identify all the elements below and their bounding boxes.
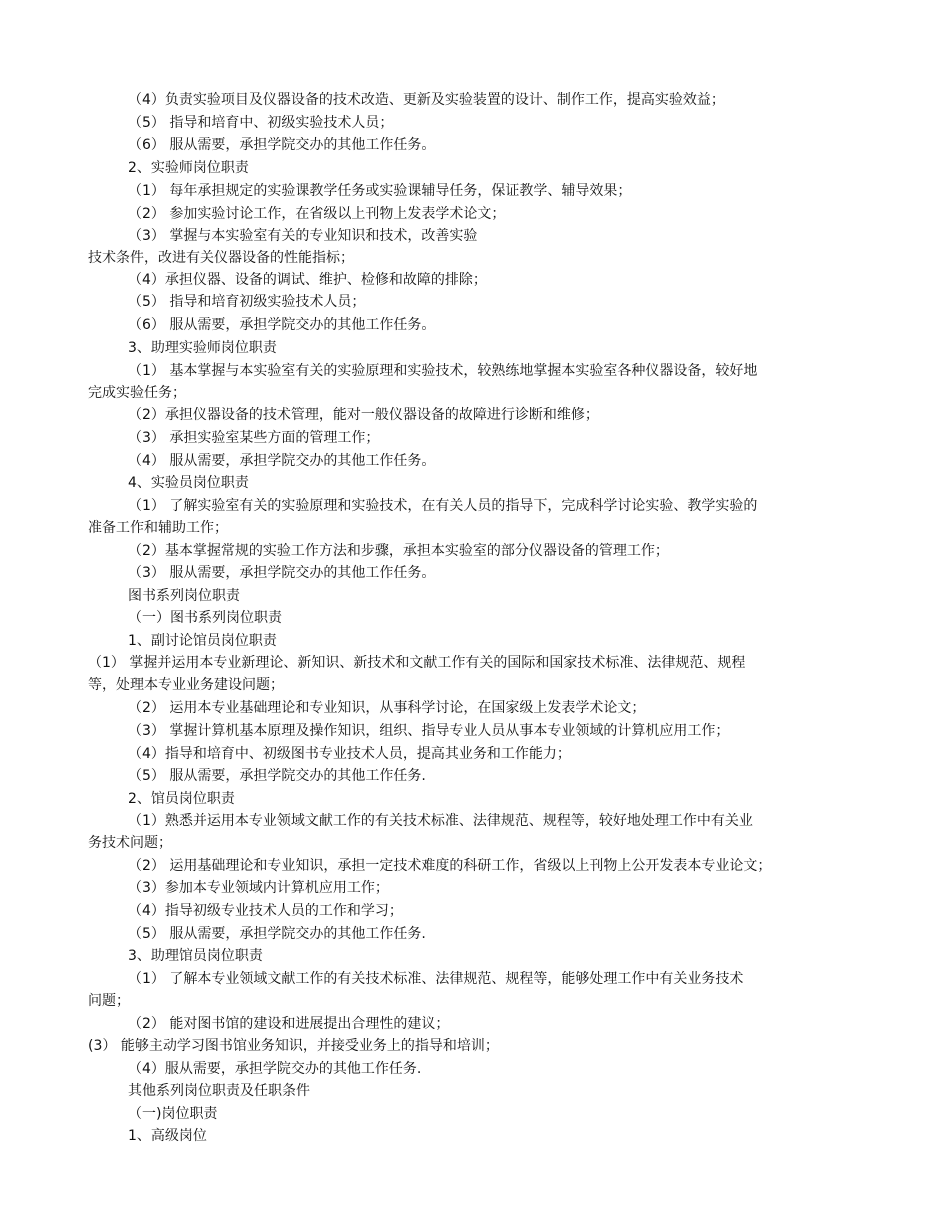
text-line: （2）基本掌握常规的实验工作方法和步骤，承担本实验室的部分仪器设备的管理工作； — [128, 543, 669, 559]
text-line: （3） 掌握与本实验室有关的专业知识和技术，改善实验 — [128, 228, 478, 244]
section-heading: 4、实验员岗位职责 — [128, 475, 249, 491]
text-line: （2） 能对图书馆的建设和进展提出合理性的建议； — [128, 1016, 450, 1032]
text-line: （6） 服从需要，承担学院交办的其他工作任务。 — [128, 317, 436, 333]
text-line: （5） 服从需要，承担学院交办的其他工作任务. — [128, 926, 426, 942]
text-line: （4）服从需要，承担学院交办的其他工作任务. — [128, 1061, 422, 1077]
text-line: （4）指导初级专业技术人员的工作和学习； — [128, 903, 403, 919]
text-line: （3） 服从需要，承担学院交办的其他工作任务。 — [128, 565, 436, 581]
section-heading: （一)岗位职责 — [128, 1106, 218, 1122]
text-line: 完成实验任务； — [88, 385, 186, 401]
text-line: 务技术问题； — [88, 835, 172, 851]
text-line: 问题； — [88, 993, 130, 1009]
text-line: （3）参加本专业领域内计算机应用工作； — [128, 880, 389, 896]
section-heading: （一）图书系列岗位职责 — [128, 610, 282, 626]
text-line: （2） 运用基础理论和专业知识，承担一定技术难度的科研工作，省级以上刊物上公开发表本专业论文； — [128, 858, 772, 874]
text-line: (3） 能够主动学习图书馆业务知识，并接受业务上的指导和培训； — [88, 1038, 499, 1054]
text-line: （1） 了解实验室有关的实验原理和实验技术，在有关人员的指导下，完成科学讨论实验、教学实验的 — [128, 498, 758, 514]
section-heading: 其他系列岗位职责及任职条件 — [128, 1083, 310, 1099]
section-heading: 图书系列岗位职责 — [128, 588, 240, 604]
section-heading: 1、副讨论馆员岗位职责 — [128, 633, 277, 649]
text-line: （3） 掌握计算机基本原理及操作知识，组织、指导专业人员从事本专业领域的计算机应用工作； — [128, 723, 730, 739]
text-line: （4） 服从需要，承担学院交办的其他工作任务。 — [128, 453, 436, 469]
text-line: （2）承担仪器设备的技术管理，能对一般仪器设备的故障进行诊断和维修； — [128, 407, 599, 423]
text-line: （2） 参加实验讨论工作，在省级以上刊物上发表学术论文； — [128, 206, 506, 222]
text-line: （5） 指导和培育初级实验技术人员； — [128, 294, 366, 310]
text-line: （5） 指导和培育中、初级实验技术人员； — [128, 115, 394, 131]
text-line: （1）熟悉并运用本专业领域文献工作的有关技术标准、法律规范、规程等，较好地处理工作中有关业 — [128, 813, 753, 829]
text-line: 准备工作和辅助工作； — [88, 520, 228, 536]
section-heading: 1、高级岗位 — [128, 1128, 207, 1144]
text-line: （1） 基本掌握与本实验室有关的实验原理和实验技术，较熟练地掌握本实验室各种仪器设备，较好地 — [128, 363, 758, 379]
text-line: （6） 服从需要，承担学院交办的其他工作任务。 — [128, 137, 436, 153]
section-heading: 2、实验师岗位职责 — [128, 160, 249, 176]
text-line: （4）指导和培育中、初级图书专业技术人员，提高其业务和工作能力； — [128, 746, 571, 762]
text-line: （5） 服从需要，承担学院交办的其他工作任务. — [128, 768, 426, 784]
section-heading: 2、馆员岗位职责 — [128, 791, 235, 807]
text-line: 技术条件，改进有关仪器设备的性能指标； — [88, 250, 354, 266]
section-heading: 3、助理实验师岗位职责 — [128, 340, 277, 356]
section-heading: 3、助理馆员岗位职责 — [128, 948, 263, 964]
text-line: 等，处理本专业业务建设问题； — [88, 677, 284, 693]
text-line: （1） 掌握并运用本专业新理论、新知识、新技术和文献工作有关的国际和国家技术标准、法律规范、规程 — [88, 655, 746, 671]
text-line: （1） 每年承担规定的实验课教学任务或实验课辅导任务，保证教学、辅导效果； — [128, 183, 632, 199]
text-line: （4）负责实验项目及仪器设备的技术改造、更新及实验装置的设计、制作工作，提高实验效益； — [128, 92, 725, 108]
text-line: （2） 运用本专业基础理论和专业知识，从事科学讨论，在国家级上发表学术论文； — [128, 700, 646, 716]
text-line: （4）承担仪器、设备的调试、维护、检修和故障的排除； — [128, 272, 487, 288]
text-line: （3） 承担实验室某些方面的管理工作； — [128, 430, 380, 446]
text-line: （1） 了解本专业领域文献工作的有关技术标准、法律规范、规程等，能够处理工作中有关业务技术 — [128, 971, 744, 987]
